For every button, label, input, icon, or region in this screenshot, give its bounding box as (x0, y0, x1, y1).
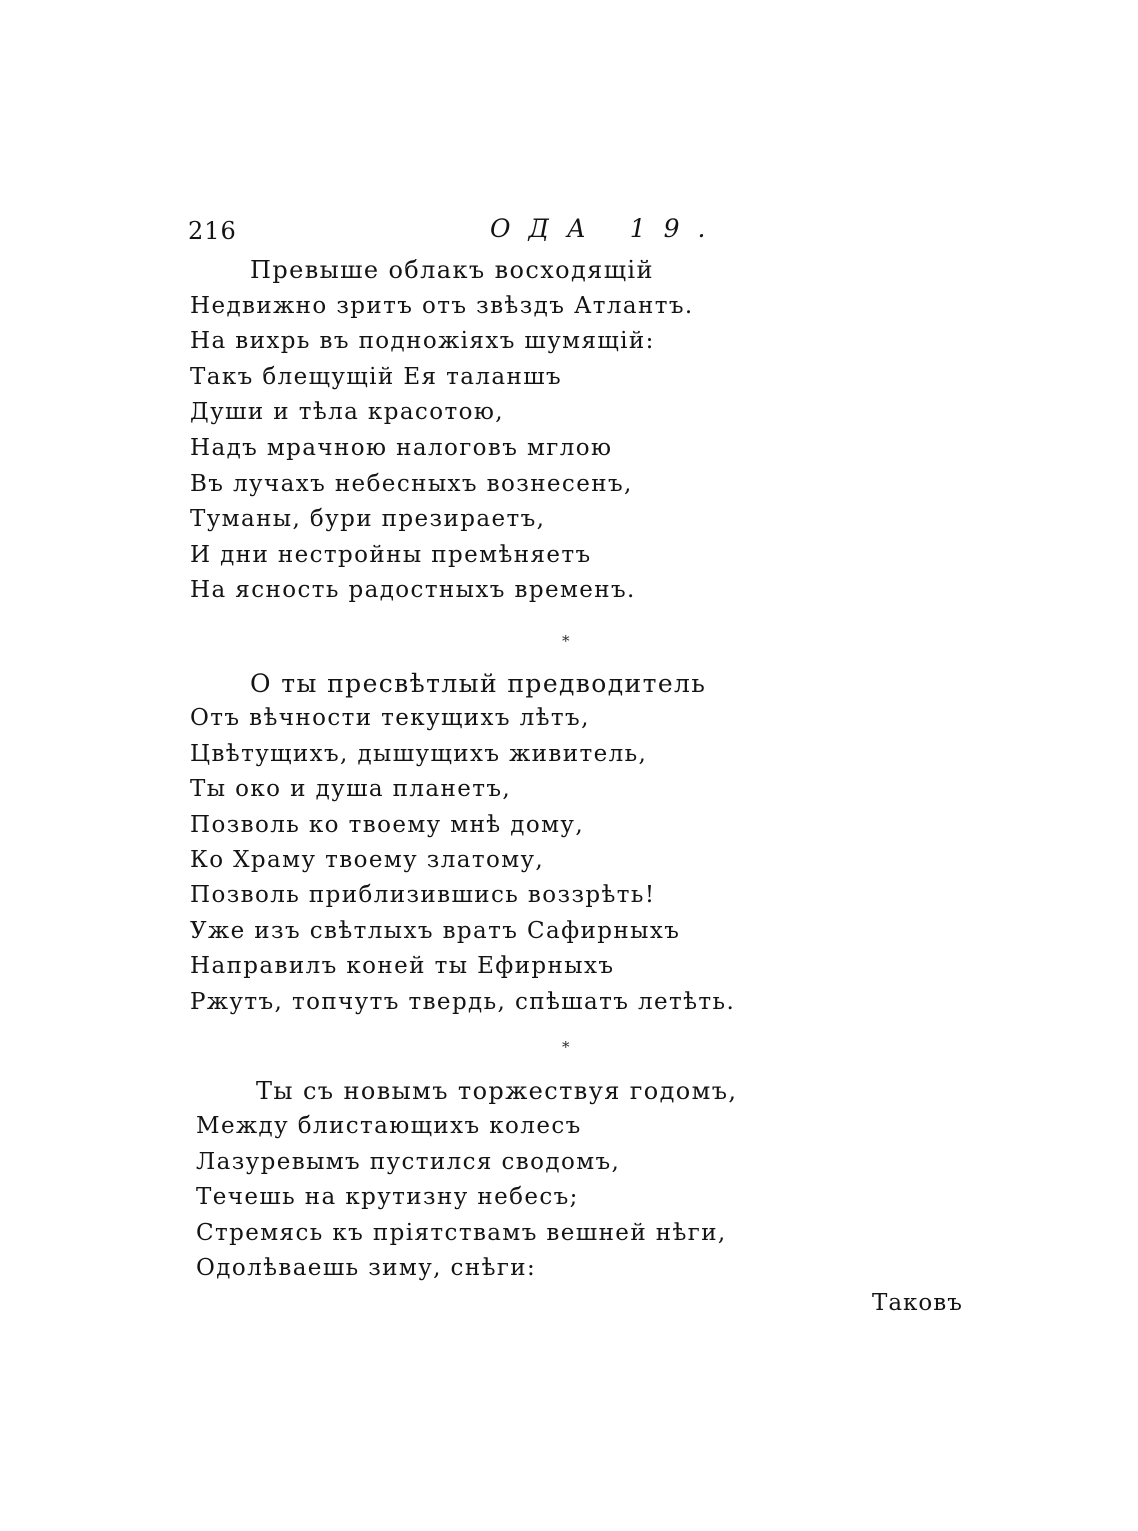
running-head: ОДА 19. (490, 214, 724, 243)
verse-line: Ко Храму твоему златому, (190, 846, 545, 873)
verse-line: Цвѣтущихъ, дышущихъ живитель, (190, 740, 648, 767)
stanza-1 (190, 253, 830, 609)
verse-line: На ясность радостныхъ временъ. (190, 577, 636, 604)
verse-line: Ты съ новымъ торжествуя годомъ, (256, 1077, 738, 1105)
stanza-divider: * (562, 632, 570, 650)
page-number: 216 (188, 217, 237, 245)
verse-line: Души и тѣла красотою, (190, 399, 504, 426)
verse-line: И дни нестройны премѣняетъ (190, 541, 592, 568)
verse-line: Направилъ коней ты Ефирныхъ (190, 953, 615, 980)
verse-line: Течешь на крутизну небесъ; (196, 1184, 579, 1211)
stanza-divider: * (562, 1038, 570, 1056)
verse-line: Уже изъ свѣтлыхъ вратъ Сафирныхъ (190, 917, 681, 944)
verse-line: Стремясь къ пріятствамъ вешней нѣги, (196, 1219, 727, 1246)
verse-line: Недвижно зритъ отъ звѣздъ Атлантъ. (190, 292, 694, 319)
verse-line: Ты око и душа планетъ, (190, 776, 512, 803)
stanza-2 (190, 666, 830, 1020)
verse-line: Отъ вѣчности текущихъ лѣтъ, (190, 705, 590, 732)
stanza-3 (196, 1074, 836, 1286)
verse-line: О ты пресвѣтлый предводитель (250, 669, 707, 698)
verse-line: Между блистающихъ колесъ (196, 1113, 582, 1140)
catchword: Таковъ (872, 1290, 963, 1316)
verse-line: Позволь приблизившись воззрѣть! (190, 882, 656, 909)
verse-line: Въ лучахъ небесныхъ вознесенъ, (190, 470, 633, 497)
verse-line: Надъ мрачною налоговъ мглою (190, 434, 613, 461)
verse-line: Превыше облакъ восходящій (250, 256, 654, 284)
verse-line: Такъ блещущій Ея таланшъ (190, 363, 563, 390)
verse-line: Лазуревымъ пустился сводомъ, (196, 1148, 621, 1175)
verse-line: На вихрь въ подножіяхъ шумящій: (190, 328, 655, 355)
verse-line: Туманы, бури презираетъ, (190, 506, 546, 533)
verse-line: Ржутъ, топчутъ твердь, спѣшатъ летѣть. (190, 988, 736, 1015)
verse-line: Одолѣваешь зиму, снѣги: (196, 1254, 537, 1281)
verse-line: Позволь ко твоему мнѣ дому, (190, 811, 585, 838)
